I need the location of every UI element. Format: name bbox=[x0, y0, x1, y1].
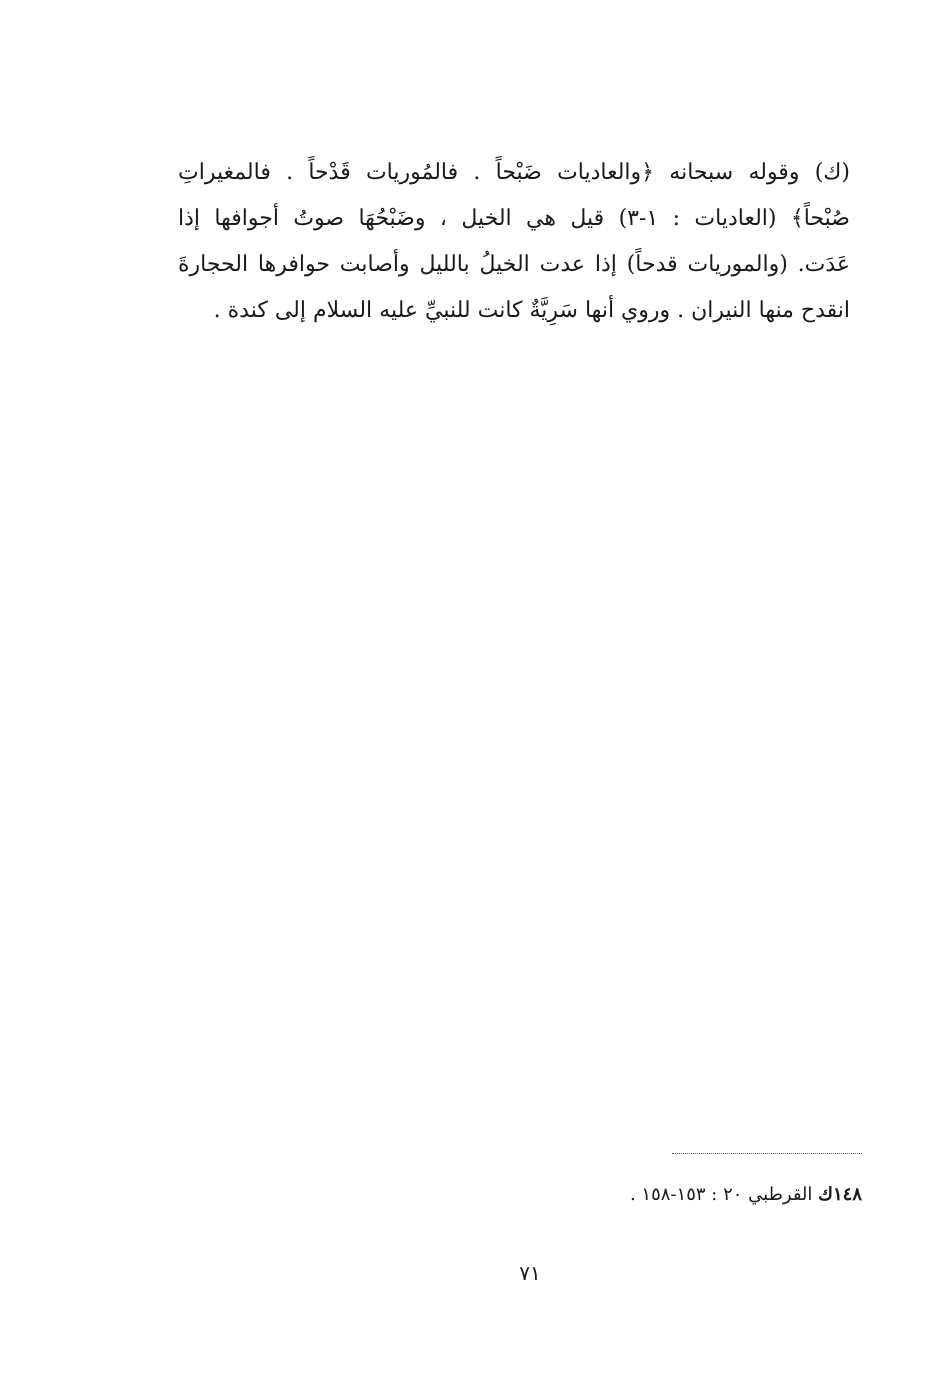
paragraph-line-3: عَدَت. (والموريات قدحاً) إذا عدت الخيلُ بالليل وأصابت حوافرها الحجارةَ bbox=[178, 252, 850, 277]
footnote-reference: ١٤٨ك bbox=[818, 1184, 862, 1205]
footnote bbox=[480, 1180, 862, 1210]
paragraph-line-2: صُبْحاً﴾ (العاديات : ١-٣) قيل هي الخيل ، وضَبْحُهَا صوتُ أجوافها إذا bbox=[178, 206, 850, 231]
page-number: ٧١ bbox=[519, 1261, 541, 1285]
footnote-separator bbox=[672, 1153, 862, 1154]
paragraph-line-1: (ك) وقوله سبحانه ﴿والعاديات ضَبْحاً . فالمُوريات قَدْحاً . فالمغيراتِ bbox=[178, 160, 850, 185]
main-paragraph bbox=[178, 150, 850, 334]
footnote-text: القرطبي ٢٠ : ١٥٣-١٥٨ . bbox=[629, 1184, 819, 1205]
paragraph-line-4: انقدح منها النيران . وروي أنها سَرِيَّةٌ كانت للنبيِّ عليه السلام إلى كندة . bbox=[213, 298, 850, 323]
